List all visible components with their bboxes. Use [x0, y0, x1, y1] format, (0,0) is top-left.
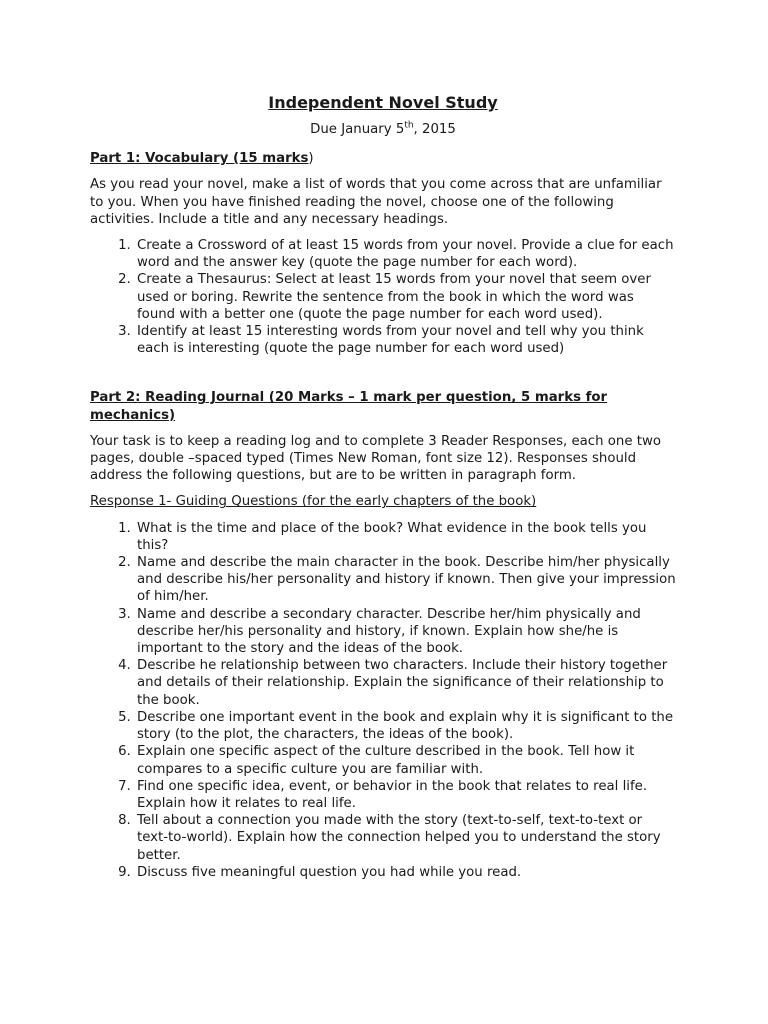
list-item: 1. Create a Crossword of at least 15 words from your novel. Provide a clue for each word and the answer key (quote the page number for each word). — [135, 237, 676, 271]
list-item: 6. Explain one specific aspect of the culture described in the book. Tell how it compares to a specific culture you are familiar with. — [135, 743, 676, 777]
part1-heading — [90, 150, 676, 167]
list-item: 3. Name and describe a secondary character. Describe her/him physically and describe her/his personality and history, if known. Explain how she/he is important to the story and the ideas of the book. — [135, 606, 676, 658]
list-item: 1. What is the time and place of the book? What evidence in the book tells you this? — [135, 520, 676, 554]
part2-heading — [90, 389, 676, 423]
response1-heading: Response 1- Guiding Questions (for the early chapters of the book) — [90, 494, 537, 510]
document-title: Independent Novel Study — [268, 93, 498, 112]
list-item: 2. Create a Thesaurus: Select at least 15 words from your novel that seem over used or boring. Rewrite the sentence from the book in which the word was found with a better one (quote the page number for each word used). — [135, 271, 676, 323]
section-spacer — [90, 357, 676, 389]
part1-activity-list — [90, 237, 676, 357]
part1-intro: As you read your novel, make a list of words that you come across that are unfamiliar to you. When you have finished reading the novel, choose one of the following activities. Include a title and any necessary headings. — [90, 177, 662, 227]
part2-heading-text: Part 2: Reading Journal (20 Marks – 1 mark per question, 5 marks for mechanics) — [90, 390, 608, 423]
due-date-text: Due January 5 — [310, 122, 405, 137]
list-item: 9. Discuss five meaningful question you had while you read. — [135, 864, 676, 881]
response1-question-list — [90, 520, 676, 881]
list-item: 5. Describe one important event in the book and explain why it is significant to the story (to the plot, the characters, the ideas of the book). — [135, 709, 676, 743]
list-item: 4. Describe he relationship between two characters. Include their history together and details of their relationship. Explain the significance of their relationship to the book. — [135, 657, 676, 709]
due-date-ordinal: th — [404, 120, 414, 131]
part1-heading-close: ) — [308, 151, 314, 167]
part1-heading-text: Part 1: Vocabulary (15 marks — [90, 151, 309, 167]
list-item: 7. Find one specific idea, event, or behavior in the book that relates to real life. Explain how it relates to real life. — [135, 778, 676, 812]
due-date — [90, 121, 676, 138]
due-date-year: , 2015 — [413, 122, 456, 137]
list-item: 2. Name and describe the main character in the book. Describe him/her physically and describe his/her personality and history if known. Then give your impression of him/her. — [135, 554, 676, 606]
part2-intro: Your task is to keep a reading log and to complete 3 Reader Responses, each one two pages, double –spaced typed (Times New Roman, font size 12). Responses should address the following questions, but are to be written in paragraph form. — [90, 433, 661, 484]
list-item: 3. Identify at least 15 interesting words from your novel and tell why you think each is interesting (quote the page number for each word used) — [135, 323, 676, 357]
list-item: 8. Tell about a connection you made with the story (text-to-self, text-to-text or text-to-world). Explain how the connection helped you to understand the story better. — [135, 812, 676, 864]
